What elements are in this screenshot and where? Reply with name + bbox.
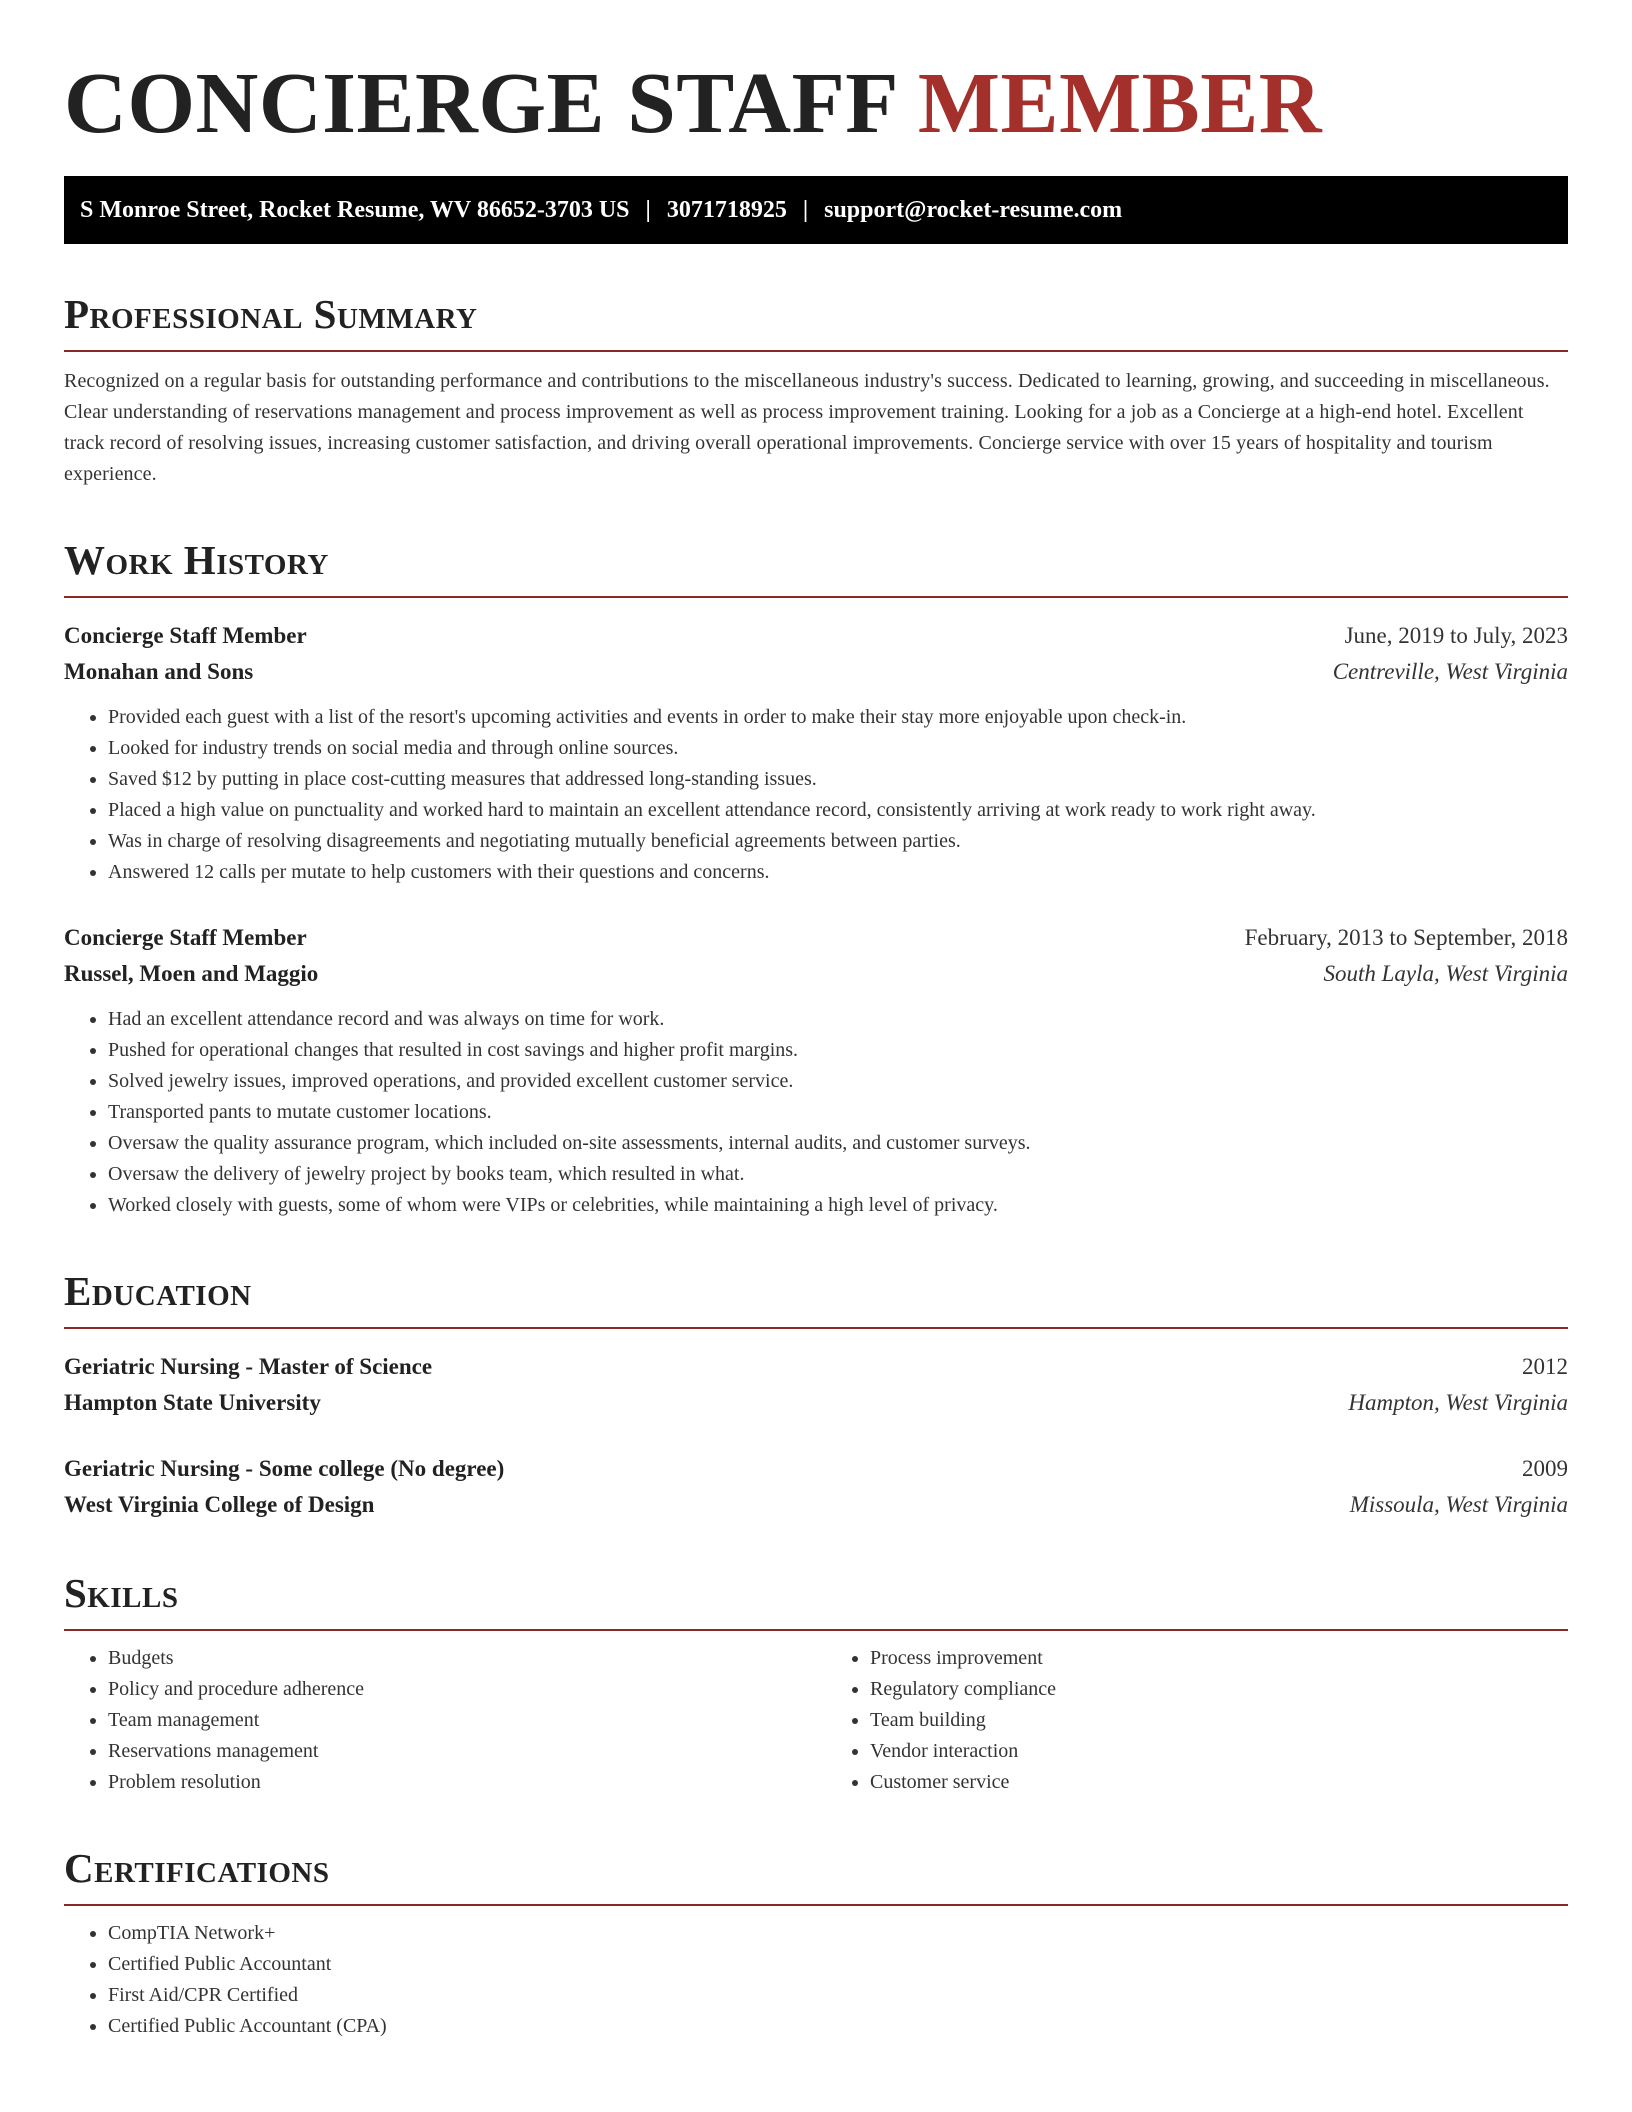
resume-name <box>64 48 1568 158</box>
name-accent: MEMBER <box>917 54 1323 151</box>
job-dates: June, 2019 to July, 2023 <box>1344 623 1568 648</box>
contact-address: S Monroe Street, Rocket Resume, WV 86652-3703 US <box>80 196 630 223</box>
certifications-section <box>64 1842 1568 2042</box>
list-item: • Budgets <box>108 1643 816 1674</box>
certifications-list <box>64 1918 1568 2042</box>
education-school: West Virginia College of Design <box>64 1492 375 1517</box>
education-year: 2012 <box>1522 1354 1568 1379</box>
work-section <box>64 534 1568 1221</box>
job-company: Monahan and Sons <box>64 659 254 684</box>
job-location: South Layla, West Virginia <box>1323 961 1568 986</box>
contact-separator: | <box>802 196 809 223</box>
list-item: • Solved jewelry issues, improved operations, and provided excellent customer service. <box>108 1066 1568 1097</box>
skills-grid <box>64 1643 1568 1798</box>
list-item: • Problem resolution <box>108 1767 816 1798</box>
job-dates: February, 2013 to September, 2018 <box>1244 925 1568 950</box>
list-item: • CompTIA Network+ <box>108 1918 1568 1949</box>
list-item: • Regulatory compliance <box>870 1674 1568 1705</box>
skills-section <box>64 1567 1568 1798</box>
list-item: • Provided each guest with a list of the resort's upcoming activities and events in order to make their stay more enjoyable upon check-in. <box>108 702 1568 733</box>
list-item: • Oversaw the quality assurance program, which included on-site assessments, internal audits, and customer surveys. <box>108 1128 1568 1159</box>
certifications-title: Certifications <box>64 1845 330 1891</box>
contact-bar <box>64 176 1568 244</box>
job-title: Concierge Staff Member <box>64 623 307 648</box>
job-title: Concierge Staff Member <box>64 925 307 950</box>
list-item: • Transported pants to mutate customer locations. <box>108 1097 1568 1128</box>
contact-email: support@rocket-resume.com <box>824 196 1123 223</box>
section-divider <box>64 1629 1568 1631</box>
job-bullets <box>64 1004 1568 1221</box>
list-item: • Worked closely with guests, some of whom were VIPs or celebrities, while maintaining a high level of privacy. <box>108 1190 1568 1221</box>
list-item: • Team building <box>870 1705 1568 1736</box>
education-location: Missoula, West Virginia <box>1349 1492 1568 1517</box>
section-divider <box>64 596 1568 598</box>
list-item: • Saved $12 by putting in place cost-cutting measures that addressed long-standing issues. <box>108 764 1568 795</box>
list-item: • Certified Public Accountant <box>108 1949 1568 1980</box>
contact-phone: 3071718925 <box>666 196 787 223</box>
list-item: • Pushed for operational changes that resulted in cost savings and higher profit margins. <box>108 1035 1568 1066</box>
education-school: Hampton State University <box>64 1390 321 1415</box>
work-title: Work History <box>64 537 329 583</box>
skills-list-right <box>816 1643 1568 1798</box>
list-item: • Answered 12 calls per mutate to help customers with their questions and concerns. <box>108 857 1568 888</box>
section-divider <box>64 350 1568 352</box>
summary-section <box>64 288 1568 490</box>
summary-title: Professional Summary <box>64 291 478 337</box>
education-degree: Geriatric Nursing - Master of Science <box>64 1354 433 1379</box>
education-entry <box>64 1349 1568 1421</box>
job-location: Centreville, West Virginia <box>1332 659 1568 684</box>
list-item: • Placed a high value on punctuality and worked hard to maintain an excellent attendance record, consistently arriving at work ready to work right away. <box>108 795 1568 826</box>
list-item: • Reservations management <box>108 1736 816 1767</box>
list-item: • Team management <box>108 1705 816 1736</box>
list-item: • Policy and procedure adherence <box>108 1674 816 1705</box>
list-item: • Looked for industry trends on social media and through online sources. <box>108 733 1568 764</box>
name-main: CONCIERGE STAFF <box>64 54 918 151</box>
education-location: Hampton, West Virginia <box>1348 1390 1568 1415</box>
list-item: • Was in charge of resolving disagreements and negotiating mutually beneficial agreements between parties. <box>108 826 1568 857</box>
skills-list-left <box>64 1643 816 1798</box>
section-divider <box>64 1327 1568 1329</box>
education-section <box>64 1265 1568 1523</box>
list-item: • Process improvement <box>870 1643 1568 1674</box>
list-item: • Oversaw the delivery of jewelry project by books team, which resulted in what. <box>108 1159 1568 1190</box>
job-entry <box>64 618 1568 888</box>
education-entry <box>64 1451 1568 1523</box>
education-year: 2009 <box>1522 1456 1568 1481</box>
list-item: • Had an excellent attendance record and was always on time for work. <box>108 1004 1568 1035</box>
education-title: Education <box>64 1268 252 1314</box>
summary-text: Recognized on a regular basis for outstanding performance and contributions to the miscellaneous industry's success. Dedicated to learning, growing, and succeeding in miscellaneous. Clear understanding of reservations management and process improvement as well as process improvement training. Looking for a job as a Concierge at a high-end hotel. Excellent track record of resolving issues, increasing customer satisfaction, and driving overall operational improvements. Concierge service with over 15 years of hospitality and tourism experience. <box>64 370 1550 485</box>
section-divider <box>64 1904 1568 1906</box>
job-company: Russel, Moen and Maggio <box>64 961 319 986</box>
job-bullets <box>64 702 1568 888</box>
list-item: • Certified Public Accountant (CPA) <box>108 2011 1568 2042</box>
list-item: • Vendor interaction <box>870 1736 1568 1767</box>
list-item: • Customer service <box>870 1767 1568 1798</box>
education-degree: Geriatric Nursing - Some college (No degree) <box>64 1456 505 1481</box>
contact-separator: | <box>645 196 651 223</box>
skills-title: Skills <box>64 1570 179 1616</box>
job-entry <box>64 920 1568 1221</box>
list-item: • First Aid/CPR Certified <box>108 1980 1568 2011</box>
